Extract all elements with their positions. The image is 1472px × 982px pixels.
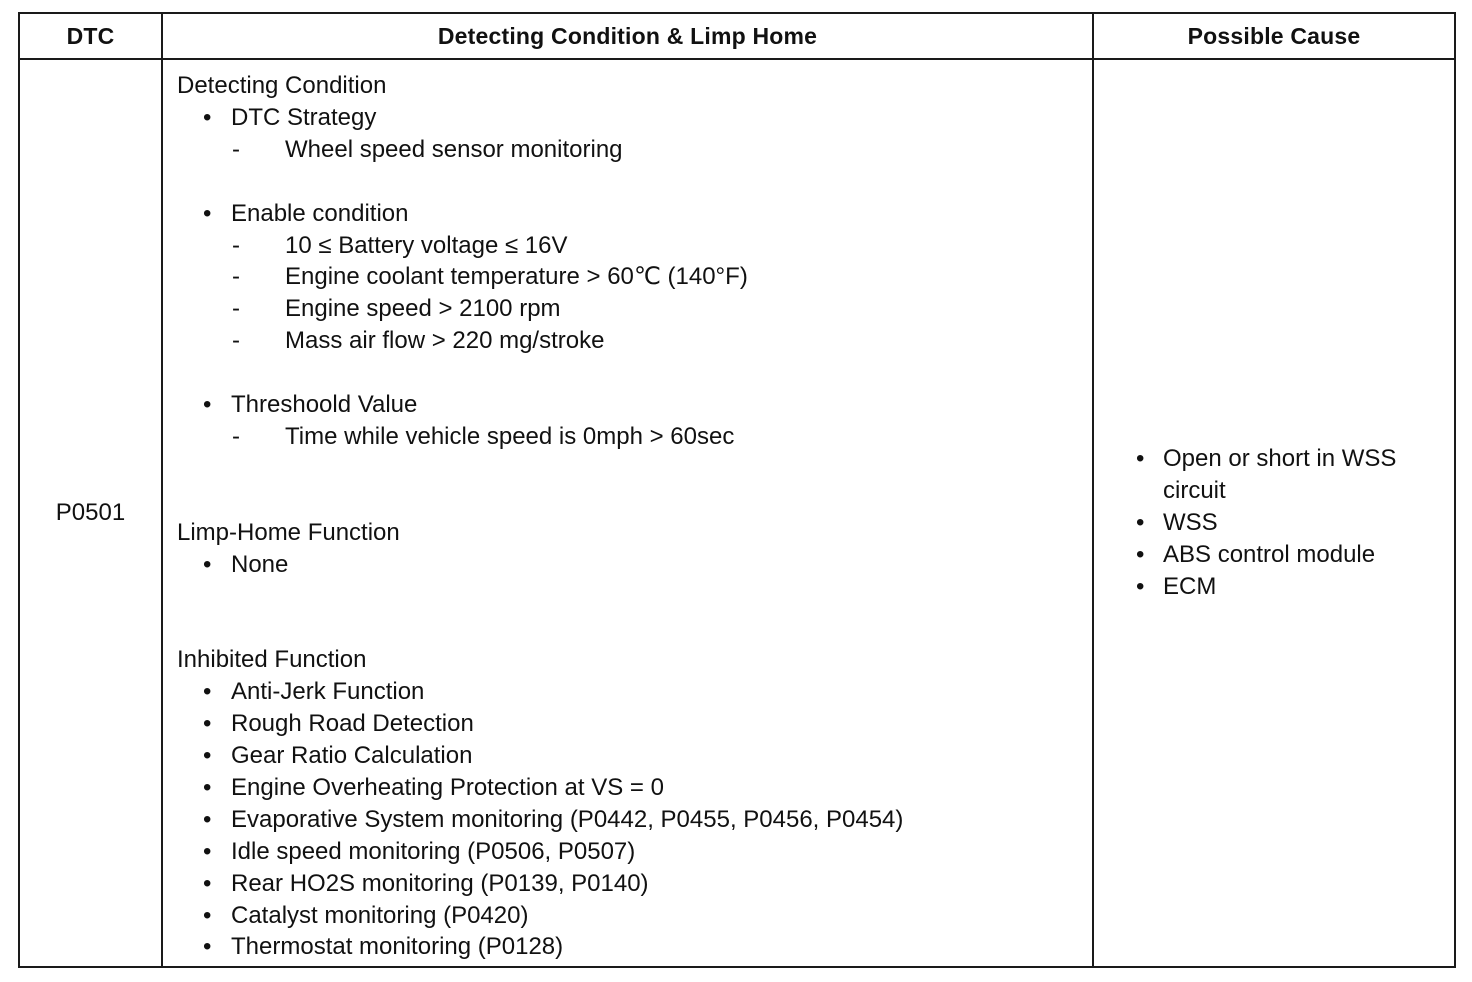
bullet-icon: • <box>203 933 212 961</box>
bullet-icon: • <box>203 550 212 578</box>
header-possible-cause: Possible Cause <box>1093 13 1455 59</box>
inhibited-function-list <box>177 676 1092 963</box>
limp-home-item <box>177 549 1092 581</box>
bullet-icon: • <box>203 199 212 227</box>
bullet-icon: • <box>203 901 212 929</box>
dash-icon: - <box>232 231 240 259</box>
inhibited-function-item <box>177 836 1092 868</box>
possible-cause-item-text: ECM <box>1163 572 1217 600</box>
table-row <box>19 59 1455 967</box>
inhibited-function-title: Inhibited Function <box>177 646 367 674</box>
bullet-icon: • <box>1136 572 1145 600</box>
threshold-value-item-text: Time while vehicle speed is 0mph > 60sec <box>285 422 735 450</box>
threshold-value-item <box>177 421 1092 453</box>
dtc-strategy-bullet <box>177 102 1092 134</box>
detecting-condition-title: Detecting Condition <box>177 72 387 99</box>
enable-condition-item-text: Engine coolant temperature > 60℃ (140°F) <box>285 263 748 291</box>
enable-condition-item-text: 10 ≤ Battery voltage ≤ 16V <box>285 231 568 259</box>
inhibited-function-item-text: Idle speed monitoring (P0506, P0507) <box>231 837 636 865</box>
dash-icon: - <box>232 422 240 450</box>
inhibited-function-item <box>177 868 1092 900</box>
bullet-icon: • <box>203 773 212 801</box>
dash-icon: - <box>232 135 240 163</box>
possible-cause-item-text: ABS control module <box>1163 540 1376 568</box>
bullet-icon: • <box>203 741 212 769</box>
inhibited-function-item-text: Rear HO2S monitoring (P0139, P0140) <box>231 869 649 897</box>
bullet-icon: • <box>1136 540 1145 568</box>
possible-cause-item <box>1136 571 1454 603</box>
limp-home-title: Limp-Home Function <box>177 518 400 546</box>
enable-condition-item <box>177 261 1092 293</box>
inhibited-function-item <box>177 772 1092 804</box>
enable-condition-item-text: Engine speed > 2100 rpm <box>285 295 561 323</box>
dtc-strategy-item <box>177 134 1092 166</box>
inhibited-function-item <box>177 740 1092 772</box>
dash-icon: - <box>232 295 240 323</box>
bullet-icon: • <box>203 391 212 419</box>
inhibited-function-item-text: Gear Ratio Calculation <box>231 741 473 769</box>
possible-cause-item-text: WSS <box>1163 509 1218 537</box>
inhibited-function-item <box>177 804 1092 836</box>
inhibited-function-item-text: Thermostat monitoring (P0128) <box>231 933 564 961</box>
header-detecting-condition: Detecting Condition & Limp Home <box>162 13 1093 59</box>
bullet-icon: • <box>203 710 212 738</box>
bullet-icon: • <box>203 678 212 706</box>
enable-condition-bullet <box>177 198 1092 230</box>
inhibited-function-item-text: Anti-Jerk Function <box>231 678 425 706</box>
bullet-icon: • <box>203 869 212 897</box>
possible-cause-item-text: Open or short in WSS circuit <box>1163 445 1397 505</box>
bullet-icon: • <box>1136 509 1145 537</box>
table-header-row <box>19 13 1455 59</box>
detecting-condition-cell <box>162 59 1093 967</box>
enable-condition-item <box>177 230 1092 262</box>
dtc-strategy-label: DTC Strategy <box>231 103 377 131</box>
threshold-value-bullet <box>177 389 1092 421</box>
dtc-table <box>18 12 1456 968</box>
possible-cause-cell <box>1093 59 1455 967</box>
dtc-code-cell <box>19 59 162 967</box>
threshold-value-label: Threshoold Value <box>231 391 418 419</box>
bullet-icon: • <box>203 837 212 865</box>
limp-home-item-text: None <box>231 550 289 578</box>
dash-icon: - <box>232 263 240 291</box>
bullet-icon: • <box>203 805 212 833</box>
inhibited-function-item <box>177 900 1092 932</box>
possible-cause-list <box>1094 443 1454 603</box>
inhibited-function-item-text: Catalyst monitoring (P0420) <box>231 901 529 929</box>
enable-condition-item <box>177 293 1092 325</box>
bullet-icon: • <box>203 103 212 131</box>
header-dtc: DTC <box>19 13 162 59</box>
bullet-icon: • <box>1136 445 1145 473</box>
enable-condition-item-text: Mass air flow > 220 mg/stroke <box>285 327 605 355</box>
dash-icon: - <box>232 327 240 355</box>
inhibited-function-item-text: Evaporative System monitoring (P0442, P0455, P0456, P0454) <box>231 805 904 833</box>
enable-condition-label: Enable condition <box>231 199 409 227</box>
inhibited-function-item <box>177 708 1092 740</box>
inhibited-function-item-text: Rough Road Detection <box>231 710 474 738</box>
dtc-strategy-item-text: Wheel speed sensor monitoring <box>285 135 623 163</box>
inhibited-function-item <box>177 931 1092 963</box>
inhibited-function-item-text: Engine Overheating Protection at VS = 0 <box>231 773 664 801</box>
possible-cause-item <box>1136 539 1454 571</box>
possible-cause-item <box>1136 507 1454 539</box>
inhibited-function-item <box>177 676 1092 708</box>
enable-condition-item <box>177 325 1092 357</box>
dtc-code: P0501 <box>55 499 126 526</box>
possible-cause-item <box>1136 443 1454 507</box>
